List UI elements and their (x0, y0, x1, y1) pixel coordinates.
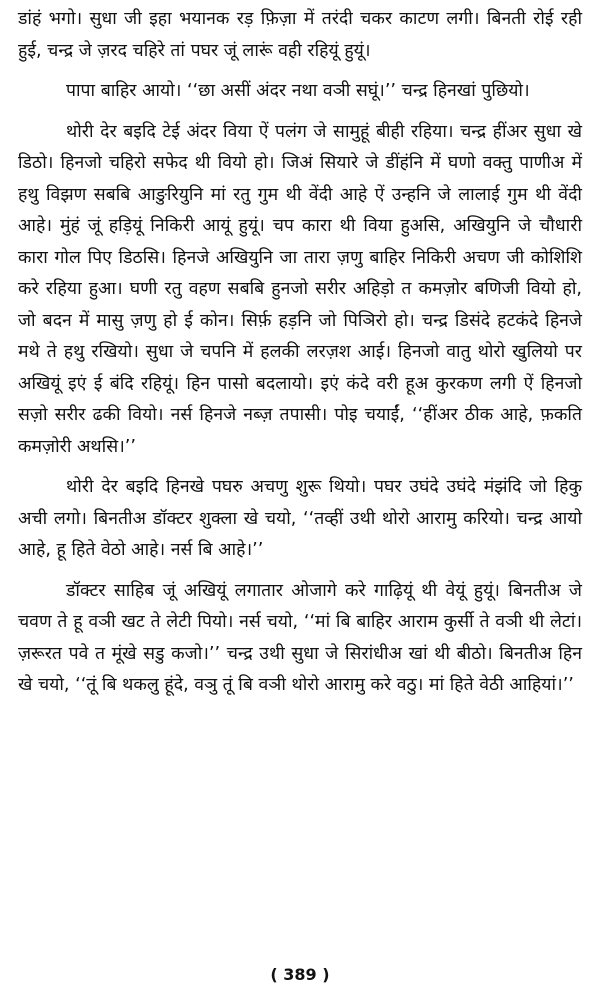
paragraph-2: पापा बाहिर आयो। ‘‘छा असीं अंदर नथा वञी सघूं।’’ चन्द्र हिनखां पुछियो। (66, 81, 530, 101)
page-number: ( 389 ) (270, 965, 330, 984)
paragraph-1: डांहं भगो। सुधा जी इहा भयानक रड़ फ़िज़ा में तरंदी चकर काटण लगी। बिनती रोई रही हुई, चन्द्र जे ज़रद चहिरे तां पघर जूं लारूं वही रहियूं हुयूं। (18, 9, 582, 61)
paragraph-4: थोरी देर बइदि हिनखे पघरु अचणु शुरू थियो। पघर उघंदे उघंदे मंझंदि जो हिकु अची लगो। बिनतीअ डॉक्टर शुक्ला खे चयो, ‘‘तव्हीं उथी थोरो आरामु करियो। चन्द्र आयो आहे, हू हिते वेठो आहे। नर्स बि आहे।’’ (18, 477, 582, 560)
paragraph-5: डॉक्टर साहिब जूं अखियूं लगातार ओजागे करे गाढ़ियूं थी वेयूं हुयूं। बिनतीअ जे चवण ते हू वञी खट ते लेटी पियो। नर्स चयो, ‘‘मां बि बाहिर आराम कुर्सी ते वञी थी लेटां। ज़रूरत पवे त मूंखे सडु कजो।’’ चन्द्र उथी सुधा जे सिरांधीअ खां थी बीठो। बिनतीअ हिन खे चयो, ‘‘तूं बि थकलु हूंदे, वञु तूं बि वञी थोरो आरामु करे वठु। मां हिते वेठी आहियां।’’ (18, 580, 582, 695)
paragraph-3: थोरी देर बइदि टेई अंदर विया ऐं पलंग जे सामुहूं बीही रहिया। चन्द्र हींअर सुधा खे डिठो। हिनजो चहिरो सफेद थी वियो हो। जिअं सियारे जे डींहंनि में घणो वक्तु पाणीअ में हथु विझण सबबि आङुरियुनि मां रतु गुम थी वेंदी आहे ऐं उन्हनि जे लालाई गुम थी वेंदी आहे। मुंहं जूं हड़ियूं निकिरी आयूं हुयूं। चप कारा थी विया हुअसि, अखियुनि जे चौधारी कारा गोल पिए डिठसि। हिनजे अखियुनि जा तारा ज़णु बाहिर निकिरी अचण जी कोशिशि करे रहिया हुआ। घणी रतु वहण सबबि हुनजो सरीर अहिड़ो त कमज़ोर बणिजी वियो हो, जो बदन में मासु ज़णु हो ई कोन। सिर्फ़ हड़नि जो पिञिरो हो। चन्द्र डिसंदे हटकंदे हिनजे मथे ते हथु रखियो। सुधा जे चपनि में हलकी लरज़श आई। हिनजो वातु थोरो खुलियो पर अखियूं इएं ई बंदि रहियूं। हिन पासो बदलायो। इएं कंदे वरी हूअ कुरकण लगी ऐं हिनजो सज़ो सरीर ढकी वियो। नर्स हिनजे नब्ज़ तपासी। पोइ चयाईं, ‘‘हींअर ठीक आहे, फ़कति कमज़ोरी अथसि।’’ (18, 121, 582, 457)
